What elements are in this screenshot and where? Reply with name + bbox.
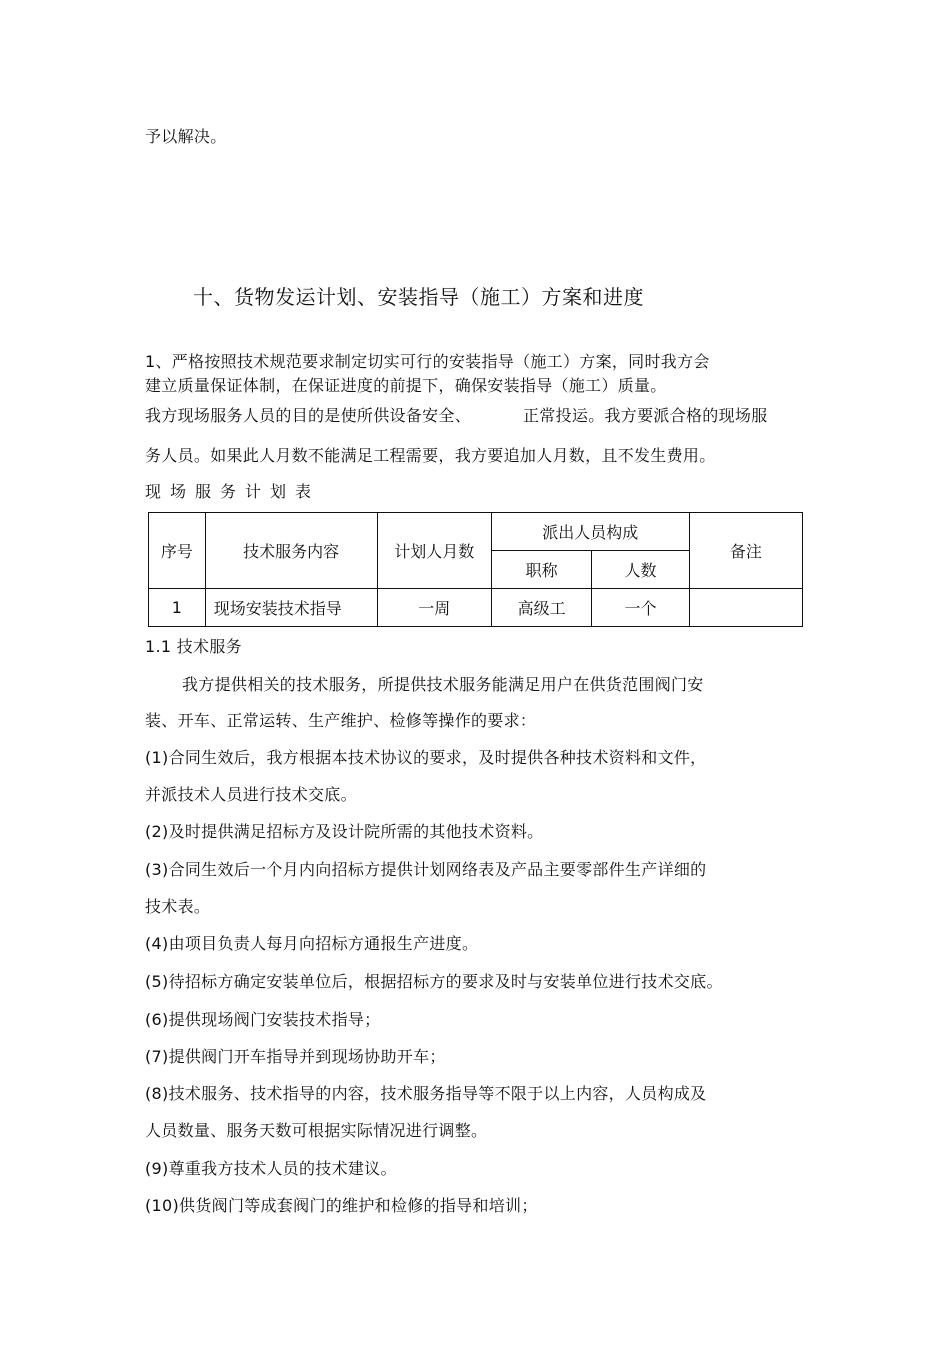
header-note: 备注 [689, 513, 802, 589]
row-seq: 1 [149, 589, 206, 627]
header-plan: 计划人月数 [377, 513, 491, 589]
header-content: 技术服务内容 [205, 513, 377, 589]
item2: (2)及时提供满足招标方及设计院所需的其他技术资料。 [145, 822, 544, 841]
body-p1-line2: 装、开车、正常运转、生产维护、检修等操作的要求： [145, 711, 537, 730]
item7: (7)提供阀门开车指导并到现场协助开车； [145, 1047, 446, 1066]
item3-line1: (3)合同生效后一个月内向招标方提供计划网络表及产品主要零部件生产详细的 [145, 860, 707, 879]
item3-line2: 技术表。 [145, 897, 211, 916]
item8-line2: 人员数量、服务天数可根据实际情况进行调整。 [145, 1121, 488, 1140]
item8-line1: (8)技术服务、技术指导的内容，技术服务指导等不限于以上内容，人员构成及 [145, 1084, 707, 1103]
service-plan-table [148, 512, 803, 627]
header-composition: 派出人员构成 [491, 513, 689, 551]
row-note [689, 589, 802, 627]
header-title: 职称 [491, 551, 591, 589]
row-title: 高级工 [491, 589, 591, 627]
item9: (9)尊重我方技术人员的技术建议。 [145, 1159, 397, 1178]
para1-line1: 1、严格按照技术规范要求制定切实可行的安装指导（施工）方案，同时我方会 [145, 352, 710, 371]
para1-line4: 务人员。如果此人月数不能满足工程需要，我方要追加人月数，且不发生费用。 [145, 446, 716, 465]
item1-line2: 并派技术人员进行技术交底。 [145, 785, 357, 804]
para1-line3b: 正常投运。我方要派合格的现场服 [523, 406, 768, 425]
row-content: 现场安装技术指导 [205, 589, 377, 627]
row-plan: 一周 [377, 589, 491, 627]
para1-line2: 建立质量保证体制，在保证进度的前提下，确保安装指导（施工）质量。 [145, 376, 667, 395]
section-title: 十、货物发运计划、安装指导（施工）方案和进度 [193, 285, 644, 309]
intro-tail-text: 予以解决。 [145, 127, 227, 146]
item1-line1: (1)合同生效后，我方根据本技术协议的要求，及时提供各种技术资料和文件， [145, 748, 707, 767]
header-count: 人数 [592, 551, 689, 589]
header-seq: 序号 [149, 513, 206, 589]
para1-line3a: 我方现场服务人员的目的是使所供设备安全、 [145, 406, 472, 425]
item4: (4)由项目负责人每月向招标方通报生产进度。 [145, 934, 479, 953]
table-title: 现场服务计划表 [145, 482, 321, 501]
item6: (6)提供现场阀门安装技术指导； [145, 1010, 381, 1029]
row-count: 一个 [592, 589, 689, 627]
item10: (10)供货阀门等成套阀门的维护和检修的指导和培训； [145, 1196, 538, 1215]
item5: (5)待招标方确定安装单位后，根据招标方的要求及时与安装单位进行技术交底。 [145, 972, 723, 991]
body-p1-line1: 我方提供相关的技术服务，所提供技术服务能满足用户在供货范围阀门安 [182, 675, 704, 694]
subsection-title: 1.1 技术服务 [145, 637, 242, 656]
table-row [149, 589, 803, 627]
